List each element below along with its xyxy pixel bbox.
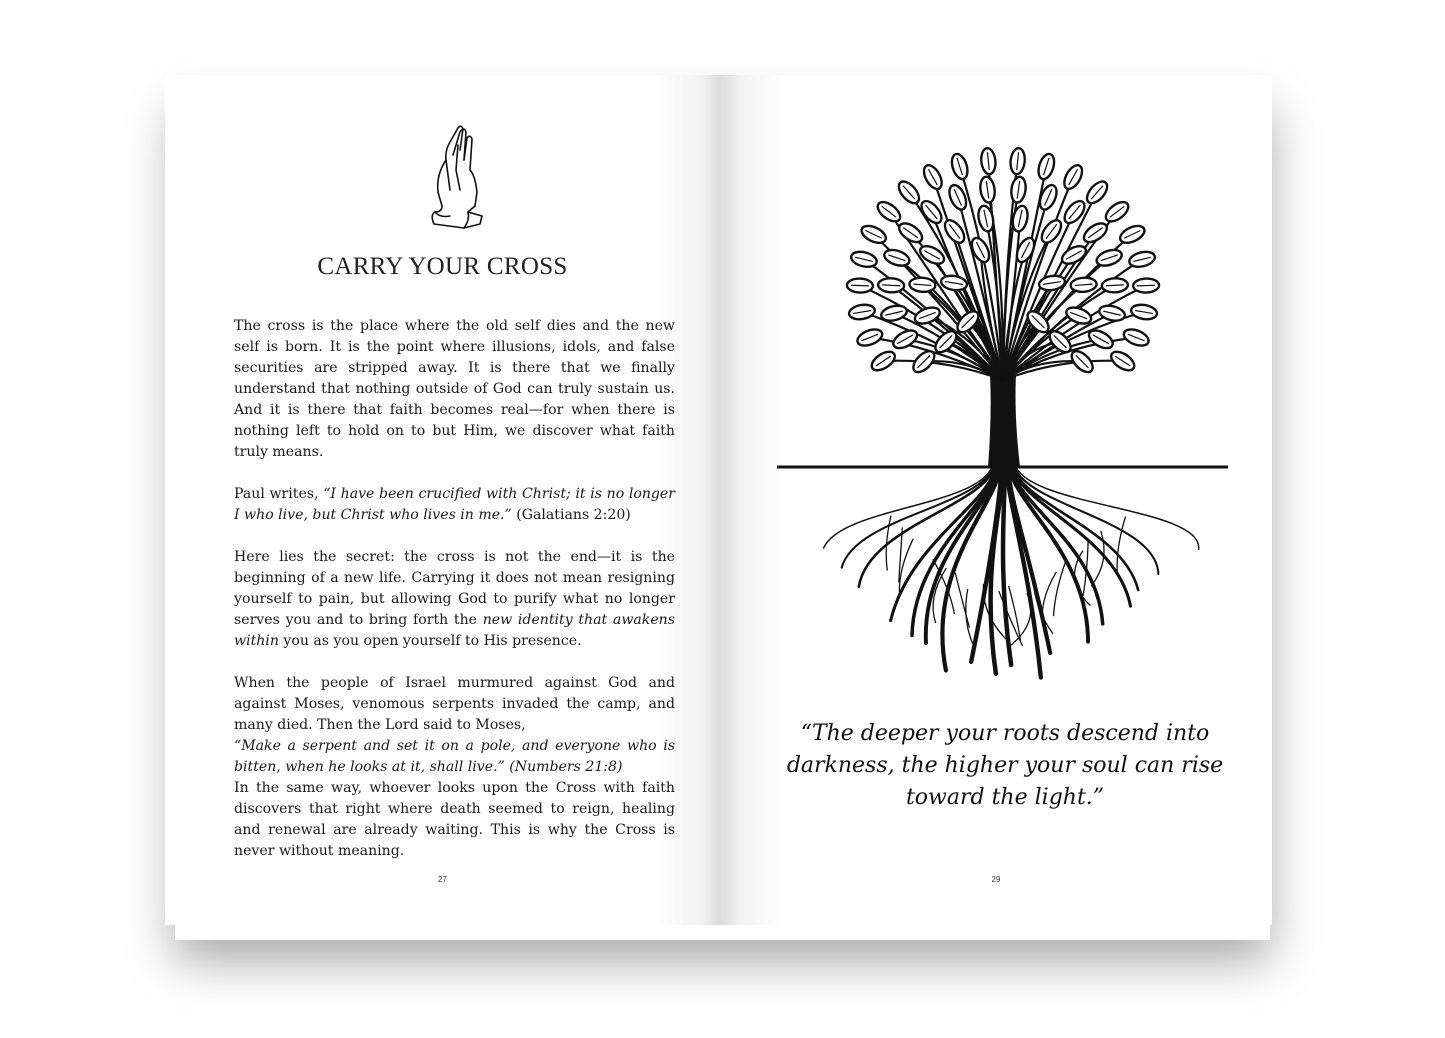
paragraph bbox=[234, 484, 675, 526]
paragraph: When the people of Israel murmured against God and against Moses, venomous serpents invaded the camp, and many died. Then the Lord said to Moses, bbox=[234, 675, 675, 733]
tree-root-branch bbox=[1009, 586, 1021, 641]
tree-with-roots-icon bbox=[720, 75, 1272, 715]
leaf-vein bbox=[851, 285, 869, 286]
tree-root-branch bbox=[955, 573, 969, 628]
chapter-title: CARRY YOUR CROSS bbox=[317, 253, 568, 280]
scripture-quote-text: “Make a serpent and set it on a pole, and everyone who is bitten, when he looks at it, shall live.” (Numbers 21:8) bbox=[234, 738, 675, 775]
page-number: 29 bbox=[991, 875, 1001, 884]
scripture-quote bbox=[234, 736, 675, 778]
text: Paul writes, bbox=[234, 486, 324, 502]
leaf-vein bbox=[882, 285, 900, 286]
scripture-reference: (Galatians 2:20) bbox=[511, 507, 631, 523]
tree-root bbox=[1008, 467, 1051, 653]
praying-hands-icon bbox=[420, 120, 490, 230]
emphasis: new identity that awakens within bbox=[234, 612, 675, 649]
tree-root-branch bbox=[1075, 551, 1091, 606]
tree-root bbox=[1015, 467, 1159, 574]
left-page bbox=[165, 75, 720, 925]
tree-root bbox=[891, 467, 997, 621]
scripture-quote: “I have been crucified with Christ; it is no longer I who live, but Christ who lives in me.” bbox=[234, 486, 676, 523]
tree-trunk bbox=[988, 375, 1020, 467]
text: Here lies the secret: the cross is not the end—it is the beginning of a new life. Carrying it does not mean resigning yourself to pain, but allowing God to purify what no longer serves you and to bring forth the bbox=[234, 549, 675, 628]
inspirational-quote: “The deeper your roots descend into darkness, the higher your soul can rise toward the light.” bbox=[786, 721, 1224, 810]
tree-root bbox=[912, 467, 998, 635]
paragraph: In the same way, whoever looks upon the Cross with faith discovers that right where death seemed to reign, healing and renewal are already waiting. This is why the Cross is never without meaning. bbox=[234, 780, 675, 859]
paragraph: The cross is the place where the old self dies and the new self is born. It is the point where illusions, idols, and false securities are stripped away. It is there that we finally understand that nothing outside of God can truly sustain us. And it is there that faith becomes real—for when there is nothing left to hold on to but Him, we discover what faith truly means. bbox=[234, 318, 675, 460]
leaf-vein bbox=[1137, 285, 1155, 286]
paragraph bbox=[234, 547, 675, 652]
chapter-body bbox=[234, 316, 675, 862]
text: you as you open yourself to His presence. bbox=[278, 633, 582, 649]
leaf-vein bbox=[1106, 285, 1124, 286]
tree-root-branch bbox=[1054, 561, 1066, 616]
tree-root bbox=[1016, 467, 1199, 549]
page-number: 27 bbox=[438, 875, 447, 884]
right-page bbox=[720, 75, 1272, 925]
